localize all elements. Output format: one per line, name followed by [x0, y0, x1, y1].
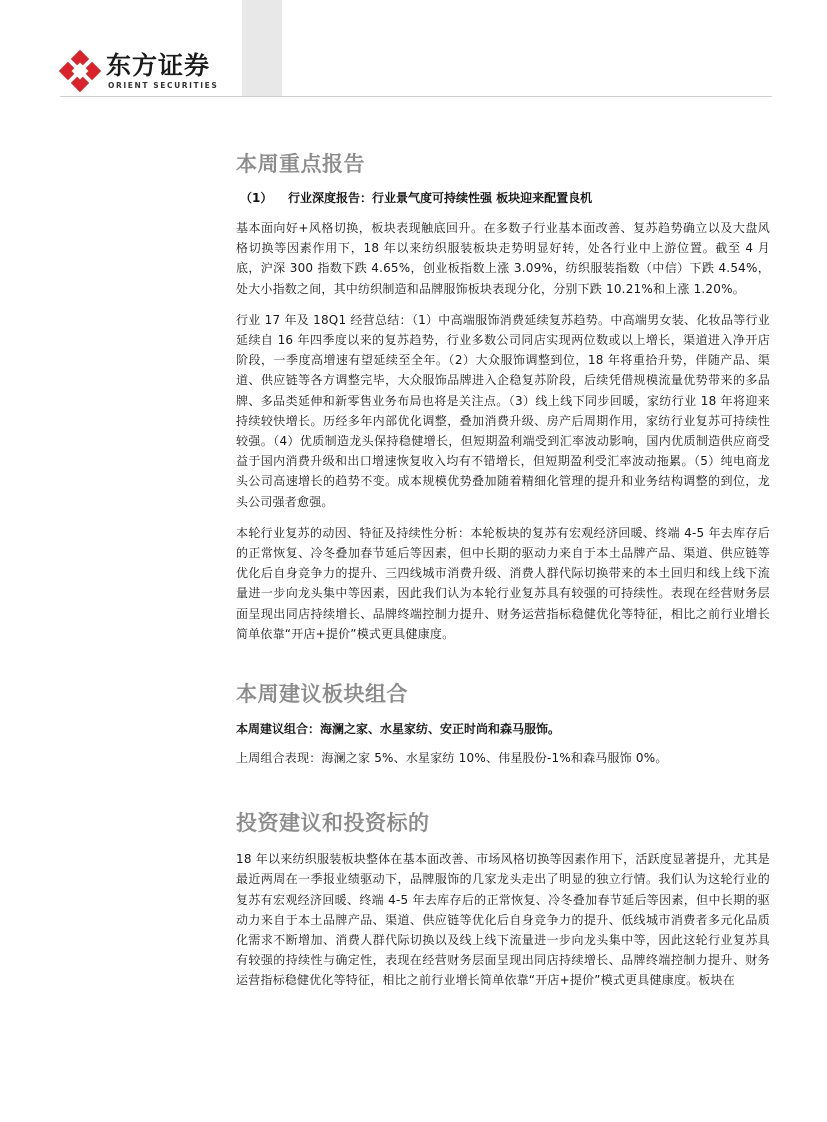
orient-logo-icon: [57, 48, 103, 94]
subheading-text: 行业深度报告：行业景气度可持续性强 板块迎来配置良机: [288, 191, 593, 205]
section-key-report: [236, 148, 770, 644]
paragraph: 18 年以来纺织服装板块整体在基本面改善、市场风格切换等因素作用下，活跃度显著提升，尤其是最近两周在一季报业绩驱动下，品牌服饰的几家龙头走出了明显的独立行情。我们认为这轮行业的复苏有宏观经济回暖、终端 4-5 年去库存后的正常恢复、冷冬叠加春节延后等因素，但中长期的驱动力来自于本土品牌产品、渠道、供应链等优化后自身竞争力的提升、低线城市消费者多元化品质化需求不断增加、消费人群代际切换以及线上线下流量进一步向龙头集中等，因此这轮行业复苏具有较强的持续性与确定性，表现在经营财务层面呈现出同店持续增长、品牌终端控制力提升、财务运营指标稳健优化等特征，相比之前行业增长简单依靠“开店+提价”模式更具健康度。板块在: [236, 852, 770, 988]
header-divider: [60, 96, 772, 97]
paragraph: 本轮行业复苏的动因、特征及持续性分析：本轮板块的复苏有宏观经济回暖、终端 4-5 年去库存后的正常恢复、冷冬叠加春节延后等因素，但中长期的驱动力来自于本土品牌产品、渠道、供应链等优化后自身竞争力的提升、三四线城市消费升级、消费人群代际切换带来的本土回归和线上线下流量进一步向龙头集中等因素，因此我们认为本轮行业复苏具有较强的可持续性。表现在经营财务层面呈现出同店持续增长、品牌终端控制力提升、财务运营指标稳健优化等特征，相比之前行业增长简单依靠“开店+提价”模式更具健康度。: [236, 525, 770, 641]
logo-chinese-name: 东方证券: [106, 51, 211, 80]
section-investment-advice: [236, 807, 770, 990]
report-content: [236, 148, 770, 991]
subheading-number: （1）: [240, 191, 273, 205]
company-logo: [57, 48, 237, 96]
header-decoration: [242, 0, 282, 96]
section-title: 投资建议和投资标的: [236, 811, 430, 836]
paragraph: 行业 17 年及 18Q1 经营总结：（1）中高端服饰消费延续复苏趋势。中高端男女装、化妆品等行业延续自 16 年四季度以来的复苏趋势，行业多数公司同店实现两位数或以上增长，渠道进入净开店阶段，一季度高增速有望延续至全年。（2）大众服饰调整到位，18 年将重拾升势，伴随产品、渠道、供应链等各方调整完毕，大众服饰品牌进入企稳复苏阶段，后续凭借规模流量优势带来的多品牌、多品类延伸和新零售业务布局也将是关注点。（3）线上线下同步回暖，家纺行业 18 年将迎来持续较快增长。历经多年内部优化调整，叠加消费升级、房产后周期作用，家纺行业复苏可持续性较强。（4）优质制造龙头保持稳健增长，但短期盈利端受到汇率波动影响，国内优质制造供应商受益于国内消费升级和出口增速恢复收入均有不错增长，但短期盈利受汇率波动拖累。（5）纯电商龙头公司高速增长的趋势不变。成本规模优势叠加随着精细化管理的提升和业务结构调整的到位，龙头公司强者愈强。: [236, 312, 770, 509]
paragraph: 基本面向好+风格切换，板块表现触底回升。在多数子行业基本面改善、复苏趋势确立以及大盘风格切换等因素作用下，18 年以来纺织服装板块走势明显好转，处各行业中上游位置。截至 4 月底，沪深 300 指数下跌 4.65%，创业板指数上涨 3.09%，纺织服装指数（中信）下跌 4.54%，处大小指数之间，其中纺织制造和品牌服饰板块表现分化，分别下跌 10.21%和上涨 1.20%。: [236, 221, 770, 296]
paragraph: 上周组合表现：海澜之家 5%、水星家纺 10%、伟星股份-1%和森马服饰 0%。: [236, 751, 668, 766]
section-title: 本周建议板块组合: [236, 682, 408, 707]
report-subheading: [236, 188, 770, 208]
section-portfolio: [236, 678, 770, 768]
section-title: 本周重点报告: [236, 152, 365, 176]
portfolio-recommendation: 本周建议组合：海澜之家、水星家纺、安正时尚和森马服饰。: [236, 722, 561, 737]
logo-english-name: ORIENT SECURITIES: [108, 81, 219, 90]
